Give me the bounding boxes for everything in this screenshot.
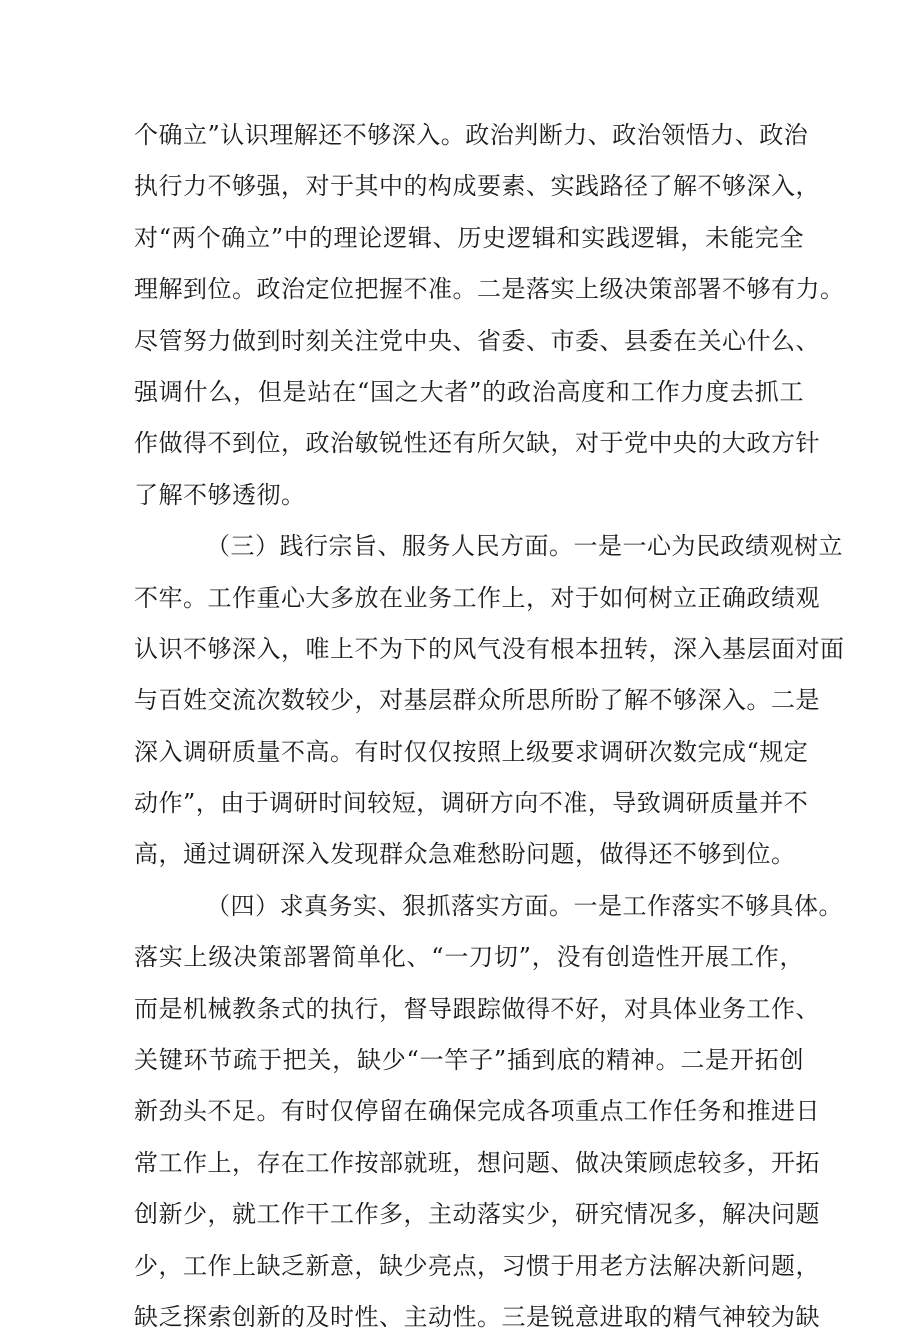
text-line: 不牢。工作重心大多放在业务工作上，对于如何树立正确政绩观 bbox=[134, 583, 820, 612]
text-line: 创新少，就工作干工作多，主动落实少，研究情况多，解决问题 bbox=[134, 1200, 820, 1229]
text-line: 缺乏探索创新的及时性、主动性。三是锐意进取的精气神较为缺 bbox=[134, 1302, 820, 1331]
text-line: 高，通过调研深入发现群众急难愁盼问题，做得还不够到位。 bbox=[134, 840, 796, 869]
text-line: 而是机械教条式的执行，督导跟踪做得不好，对具体业务工作、 bbox=[134, 994, 820, 1023]
text-line: 作做得不到位，政治敏锐性还有所欠缺，对于党中央的大政方针 bbox=[134, 429, 820, 458]
section-heading-line: （三）践行宗旨、服务人民方面。一是一心为民政绩观树立 bbox=[206, 532, 843, 561]
body-text bbox=[134, 110, 845, 1343]
text-line: 动作”，由于调研时间较短，调研方向不准，导致调研质量并不 bbox=[134, 789, 809, 818]
text-line: 少，工作上缺乏新意，缺少亮点，习惯于用老方法解决新问题， bbox=[134, 1251, 820, 1280]
text-line: 新劲头不足。有时仅停留在确保完成各项重点工作任务和推进日 bbox=[134, 1097, 820, 1126]
text-line: 深入调研质量不高。有时仅仅按照上级要求调研次数完成“规定 bbox=[134, 737, 809, 766]
text-line: 执行力不够强，对于其中的构成要素、实践路径了解不够深入， bbox=[134, 172, 820, 201]
text-line: 关键环节疏于把关，缺少“一竿子”插到底的精神。二是开拓创 bbox=[134, 1046, 804, 1075]
text-line: 强调什么，但是站在“国之大者”的政治高度和工作力度去抓工 bbox=[134, 377, 804, 406]
text-line: 与百姓交流次数较少，对基层群众所思所盼了解不够深入。二是 bbox=[134, 686, 820, 715]
text-line: 对“两个确立”中的理论逻辑、历史逻辑和实践逻辑，未能完全 bbox=[134, 223, 804, 252]
text-line: 个确立”认识理解还不够深入。政治判断力、政治领悟力、政治 bbox=[134, 121, 809, 149]
text-line: 尽管努力做到时刻关注党中央、省委、市委、县委在关心什么、 bbox=[134, 326, 820, 355]
text-line: 落实上级决策部署简单化、“一刀切”，没有创造性开展工作， bbox=[134, 943, 804, 972]
section-heading-line: （四）求真务实、狠抓落实方面。一是工作落实不够具体。 bbox=[206, 891, 843, 920]
text-line: 认识不够深入，唯上不为下的风气没有根本扭转，深入基层面对面 bbox=[134, 634, 845, 663]
text-line: 理解到位。政治定位把握不准。二是落实上级决策部署不够有力。 bbox=[134, 275, 845, 304]
text-line: 了解不够透彻。 bbox=[134, 480, 306, 509]
text-line: 常工作上，存在工作按部就班，想问题、做决策顾虑较多，开拓 bbox=[134, 1148, 820, 1177]
